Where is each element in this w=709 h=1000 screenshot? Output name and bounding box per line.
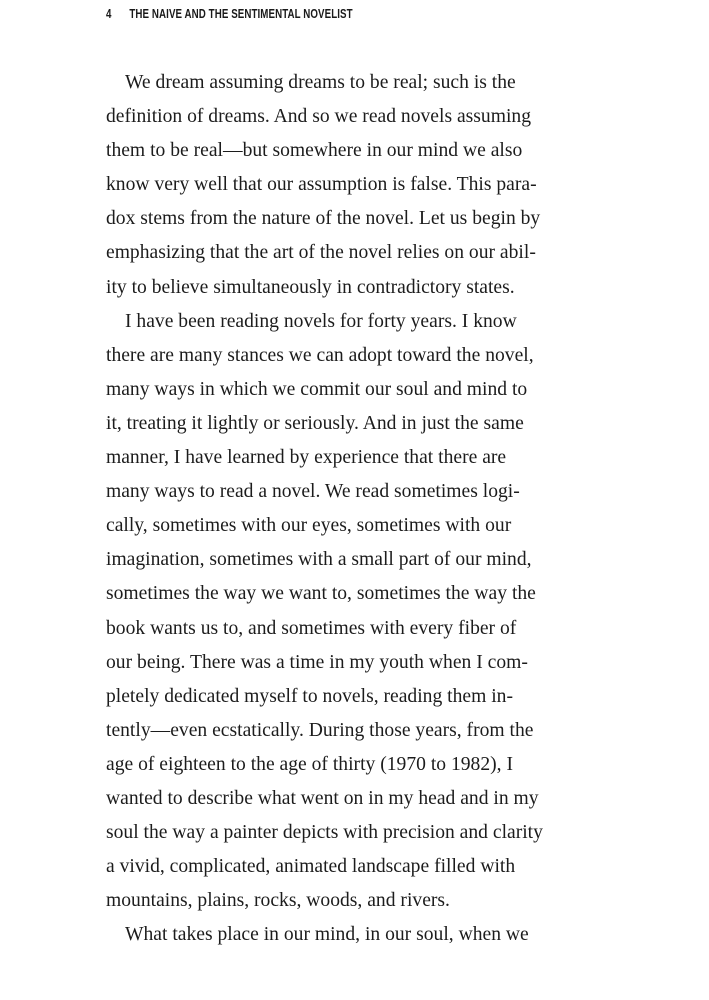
text-line: many ways in which we commit our soul and mind to [106,378,528,400]
text-line: We dream assuming dreams to be real; such is the [125,72,516,93]
text-line: pletely dedicated myself to novels, reading them in- [106,685,513,707]
running-head [106,6,353,22]
running-title: THE NAIVE AND THE SENTIMENTAL NOVELIST [129,7,353,21]
text-line: them to be real—but somewhere in our mind we also [106,140,523,162]
text-line: imagination, sometimes with a small part of our mind, [106,549,532,571]
text-line: our being. There was a time in my youth when I com- [106,651,528,673]
text-line: it, treating it lightly or seriously. And in just the same [106,412,524,434]
text-line: soul the way a painter depicts with precision and clarity [106,822,543,844]
text-line: What takes place in our mind, in our soul, when we [125,924,529,946]
text-line: emphasizing that the art of the novel relies on our abil- [106,242,536,264]
text-line: age of eighteen to the age of thirty (1970 to 1982), I [106,753,513,775]
page-number: 4 [106,7,112,21]
text-line: mountains, plains, rocks, woods, and rivers. [106,890,450,912]
text-line: sometimes the way we want to, sometimes the way the [106,583,536,605]
text-line: book wants us to, and sometimes with every fiber of [106,617,517,639]
body-text [106,66,586,952]
text-line: dox stems from the nature of the novel. Let us begin by [106,208,541,230]
text-line: there are many stances we can adopt toward the novel, [106,344,534,366]
text-line: many ways to read a novel. We read sometimes logi- [106,481,520,503]
text-line: tently—even ecstatically. During those years, from the [106,719,534,741]
text-line: a vivid, complicated, animated landscape filled with [106,856,516,878]
text-line: definition of dreams. And so we read novels assuming [106,106,531,128]
text-line: cally, sometimes with our eyes, sometimes with our [106,515,512,537]
text-line: I have been reading novels for forty years. I know [125,310,517,332]
text-line: wanted to describe what went on in my head and in my [106,787,539,809]
text-line: know very well that our assumption is false. This para- [106,174,537,196]
text-line: ity to believe simultaneously in contradictory states. [106,276,515,298]
text-line: manner, I have learned by experience that there are [106,447,507,469]
